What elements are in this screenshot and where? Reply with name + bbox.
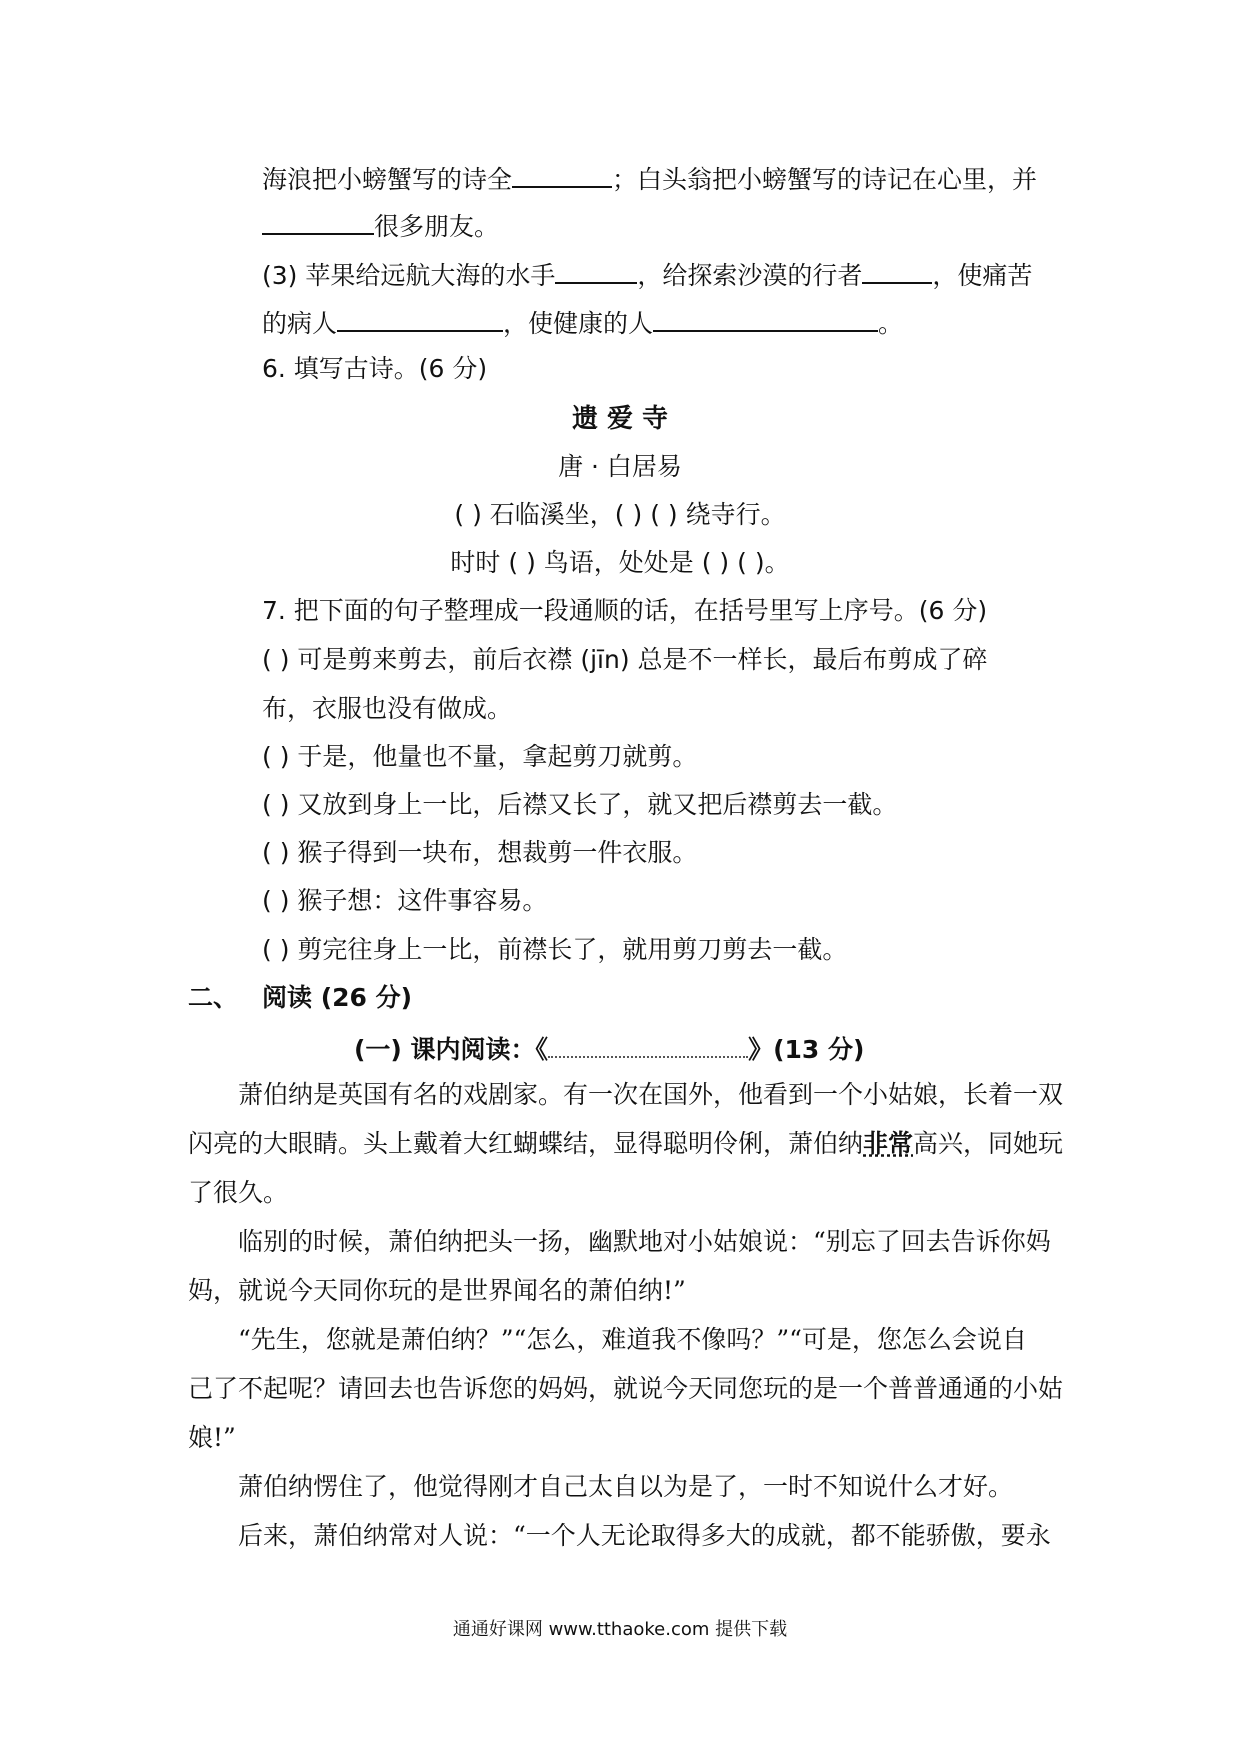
q5-line-5-text-c: 。 [878,309,904,338]
q5-line-5-text-b: ，使健康的人 [503,309,654,338]
q5-line-3-text: 很多朋友。 [374,212,500,241]
passage-p3-line-3: 娘!” [188,1423,236,1452]
passage-p2-line-1: 临别的时候，萧伯纳把头一扬，幽默地对小姑娘说：“别忘了回去告诉你妈 [238,1227,1051,1256]
q5-line-4-text-c: ，使痛苦 [932,261,1033,290]
passage-p5: 后来，萧伯纳常对人说：“一个人无论取得多大的成就，都不能骄傲，要永 [238,1521,1051,1550]
section-number: 二、 [188,983,239,1012]
q7-heading: 7. 把下面的句子整理成一段通顺的话，在括号里写上序号。(6 分) [262,596,988,625]
passage-p1-line-2-a: 闪亮的大眼睛。头上戴着大红蝴蝶结，显得聪明伶俐，萧伯纳 [188,1129,864,1158]
q5-line-2 [262,160,1037,197]
emphasized-word: 非常 [863,1129,914,1158]
q5-line-5-text-a: 的病人 [262,309,338,338]
passage-p1-line-2 [188,1127,1063,1161]
reading-subheading [354,1030,864,1067]
answer-blank[interactable] [262,207,374,235]
passage-p1-line-2-c: 高兴，同她玩 [913,1129,1064,1158]
q6-heading: 6. 填写古诗。(6 分) [262,354,488,383]
q7-item-1-line-b: 布，衣服也没有做成。 [262,694,513,723]
q5-line-2-text-a: 海浪把小螃蟹写的诗全 [262,165,513,194]
answer-blank[interactable] [337,304,503,332]
page-footer: 通通好课网 www.tthaoke.com 提供下载 [452,1619,788,1640]
q5-line-4 [262,256,1032,293]
q5-line-4-text-a: (3) 苹果给远航大海的水手 [262,261,556,290]
q7-item-4[interactable]: ( ) 猴子得到一块布，想裁剪一件衣服。 [262,838,698,867]
reading-subheading-suffix: 》(13 分) [748,1035,865,1064]
q5-line-2-text-b: ；白头翁把小螃蟹写的诗记在心里，并 [612,165,1038,194]
q7-item-5[interactable]: ( ) 猴子想：这件事容易。 [262,886,548,915]
q7-item-6[interactable]: ( ) 剪完往身上一比，前襟长了，就用剪刀剪去一截。 [262,935,848,964]
answer-blank[interactable] [653,304,878,332]
passage-p2-line-2: 妈，就说今天同你玩的是世界闻名的萧伯纳!” [188,1276,686,1305]
passage-p1-line-1: 萧伯纳是英国有名的戏剧家。有一次在国外，他看到一个小姑娘，长着一双 [238,1080,1064,1109]
q5-line-3 [262,207,499,244]
section-title: 阅读 (26 分) [262,983,413,1012]
q7-item-2[interactable]: ( ) 于是，他量也不量，拿起剪刀就剪。 [262,742,698,771]
poem-title: 遗 爱 寺 [571,404,669,434]
q7-item-3[interactable]: ( ) 又放到身上一比，后襟又长了，就又把后襟剪去一截。 [262,790,898,819]
answer-blank[interactable] [555,256,637,284]
answer-blank[interactable] [512,160,612,188]
passage-p4: 萧伯纳愣住了，他觉得刚才自己太自以为是了，一时不知说什么才好。 [238,1472,1014,1501]
poem-line-1[interactable]: ( ) 石临溪坐，( ) ( ) 绕寺行。 [454,500,786,529]
answer-blank[interactable] [862,256,932,284]
poem-author: 唐 · 白居易 [558,452,682,481]
title-blank[interactable] [548,1030,748,1058]
passage-p1-line-3: 了很久。 [188,1178,289,1207]
passage-p3-line-2: 己了不起呢？请回去也告诉您的妈妈，就说今天同您玩的是一个普普通通的小姑 [188,1374,1064,1403]
poem-line-2[interactable]: 时时 ( ) 鸟语，处处是 ( ) ( )。 [450,548,790,577]
passage-p3-line-1: “先生，您就是萧伯纳？”“怎么，难道我不像吗？”“可是，您怎么会说自 [238,1325,1027,1354]
reading-subheading-prefix: (一) 课内阅读：《 [354,1035,549,1064]
q7-item-1-line-a[interactable]: ( ) 可是剪来剪去，前后衣襟 (jīn) 总是不一样长，最后布剪成了碎 [262,645,988,674]
q5-line-5 [262,304,903,341]
q5-line-4-text-b: ，给探索沙漠的行者 [637,261,863,290]
